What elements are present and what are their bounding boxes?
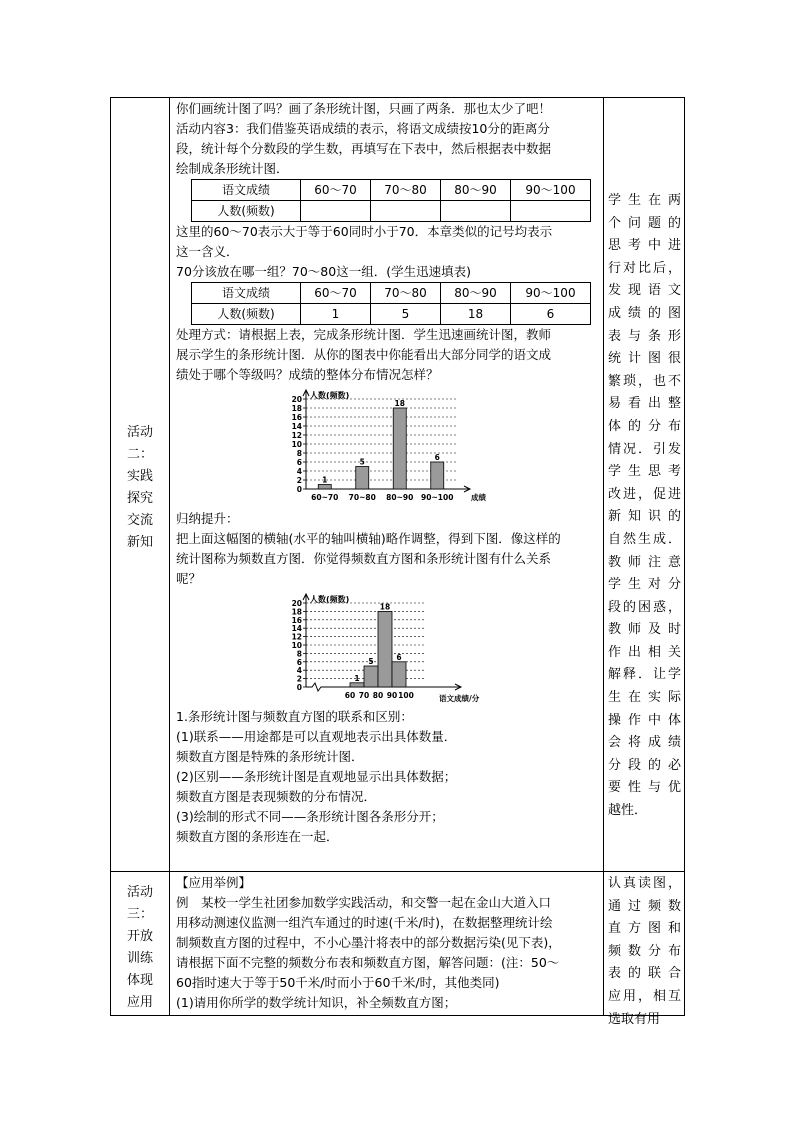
- bar: [350, 683, 364, 687]
- bar: [393, 408, 406, 489]
- data-label: 18: [379, 602, 391, 612]
- x-tick-label: 100: [398, 691, 414, 700]
- lesson-table: [110, 97, 685, 1027]
- x-tick-label: 90: [386, 691, 398, 700]
- text-line: 频数直方图是表现频数的分布情况．: [176, 789, 377, 804]
- y-tick-label: 20: [291, 599, 302, 608]
- y-tick-label: 4: [296, 666, 302, 676]
- text-line: 用移动测速仪监测一组汽车通过的时速(千米/时)，在数据整理统计绘: [176, 915, 553, 930]
- bar: [378, 611, 392, 687]
- activity3-notes: 认真读图， 通过频数 直方图和 频数分布 表的联合 应用，相互 选取有用: [608, 876, 681, 1027]
- data-label: 5: [359, 457, 365, 467]
- bar: [392, 662, 406, 687]
- bar-chart: [284, 389, 484, 507]
- y-tick-label: 12: [291, 431, 302, 440]
- text-line: (1)请用你所学的数学统计知识，补全频数直方图；: [176, 995, 457, 1010]
- y-tick-label: 8: [296, 449, 302, 458]
- y-tick-label: 10: [291, 641, 302, 650]
- activity2-notes: 学生在两 个问题的 思考中进 行对比后， 发现语文 成绩的图 表与条形 统计图很 繁琐，也不 易看出整 体的分布 情况．引发 学生思考 改进，促进 新知识的 自然生成． 教师注意 学生对分 段的困惑， 教师及时 作出相关 解释．让学 生在实际 操作中体 会将成绩 分段的必 要性与优 越性．: [608, 193, 681, 819]
- text-line: 绩处于哪个等级吗？成绩的整体分布情况怎样？: [176, 367, 439, 382]
- data-label: 1: [322, 475, 328, 485]
- y-tick-label: 14: [291, 422, 302, 431]
- y-tick-label: 4: [296, 467, 302, 476]
- x-tick-label: 80~90: [386, 493, 414, 502]
- text-line: 这一含义．: [176, 244, 239, 259]
- data-label: 5: [368, 657, 374, 666]
- text-line: 请根据下面不完整的频数分布表和频数直方图，解答问题：(注：50～: [176, 955, 560, 970]
- x-tick-label: 60: [344, 691, 356, 700]
- y-tick-label: 10: [291, 440, 302, 449]
- text-line: 段，统计每个分数段的学生数，再填写在下表中，然后根据表中数据: [176, 141, 552, 156]
- bar: [318, 485, 331, 490]
- score-table-empty: 语文成绩 60～70 70～80 80～90 90～100 人数(频数): [191, 179, 591, 222]
- y-tick-label: 2: [296, 674, 302, 684]
- x-tick-label: 70~80: [348, 493, 376, 502]
- text-line: 统计图称为频数直方图．你觉得频数直方图和条形统计图有什么关系: [176, 551, 552, 566]
- x-tick-label: 90~100: [421, 493, 454, 502]
- y-tick-label: 16: [291, 615, 302, 625]
- x-axis-label: 成绩: [471, 493, 486, 502]
- text-line: 这里的60～70表示大于等于60同时小于70．本章类似的记号均表示: [176, 224, 553, 239]
- activity3-content: [170, 873, 603, 1013]
- x-tick-label: 60~70: [311, 493, 339, 502]
- data-label: 1: [354, 673, 360, 683]
- text-line: 你们画统计图了吗？画了条形统计图，只画了两条．那也太少了吧！: [176, 101, 552, 116]
- text-line: 60指时速大于等于50千米/时而小于60千米/时，其他类同): [176, 975, 500, 990]
- activity2-content: [170, 99, 603, 847]
- text-line: (3)绘制的形式不同——条形统计图各条形分开；: [176, 809, 444, 824]
- text-line: 呢？: [176, 571, 202, 586]
- activity2-label: 活动 二： 实践 探究 交流 新知: [126, 425, 153, 550]
- y-tick-label: 18: [291, 404, 302, 413]
- text-line: 【应用举例】: [176, 875, 252, 890]
- y-tick-label: 20: [291, 395, 302, 404]
- text-line: 频数直方图是特殊的条形统计图．: [176, 749, 364, 764]
- y-tick-label: 0: [296, 683, 302, 692]
- y-tick-label: 14: [291, 624, 302, 634]
- text-line: 展示学生的条形统计图．从你的图表中你能看出大部分同学的语文成: [176, 347, 552, 362]
- bar: [364, 666, 378, 687]
- text-line: 归纳提升：: [176, 511, 239, 526]
- score-table-filled: 语文成绩 60～70 70～80 80～90 90～100 人数(频数) 1 5 18 6: [191, 282, 591, 325]
- text-line: 制频数直方图的过程中，不小心墨汁将表中的部分数据污染(见下表)，: [176, 935, 561, 950]
- data-label: 18: [394, 399, 405, 408]
- y-tick-label: 8: [296, 649, 302, 659]
- y-tick-label: 2: [296, 476, 302, 485]
- text-line: (2)区别——条形统计图是直观地显示出具体数据；: [176, 769, 457, 784]
- text-line: (1)联系——用途都是可以直观地表示出具体数量．: [176, 729, 457, 744]
- y-tick-label: 0: [296, 485, 302, 494]
- y-tick-label: 16: [291, 413, 302, 422]
- y-tick-label: 18: [291, 607, 302, 617]
- y-tick-label: 6: [296, 657, 302, 667]
- text-line: 1.条形统计图与频数直方图的联系和区别：: [176, 709, 413, 724]
- x-tick-label: 80: [372, 691, 384, 700]
- row-divider: [111, 871, 684, 872]
- activity3-label: 活动 三： 开放 训练 体现 应用: [126, 885, 153, 1010]
- y-axis-label: 人数(频数): [310, 595, 350, 604]
- data-label: 6: [396, 652, 402, 662]
- text-line: 把上面这幅图的横轴(水平的轴叫横轴)略作调整，得到下图．像这样的: [176, 531, 561, 546]
- text-line: 70分该放在哪一组？70～80这一组．(学生迅速填表): [176, 264, 471, 279]
- y-tick-label: 12: [291, 632, 302, 642]
- text-line: 频数直方图的条形连在一起．: [176, 829, 339, 844]
- bar: [431, 462, 444, 489]
- x-axis-label: 语文成绩/分: [439, 694, 480, 703]
- data-label: 6: [434, 453, 440, 462]
- bar: [356, 467, 369, 490]
- y-axis-label: 人数(频数): [310, 391, 350, 400]
- text-line: 活动内容3：我们借鉴英语成绩的表示，将语文成绩按10分的距离分: [176, 121, 550, 136]
- text-line: 绘制成条形统计图．: [176, 161, 289, 176]
- text-line: 例 某校一学生社团参加数学实践活动，和交警一起在金山大道入口: [176, 895, 552, 910]
- text-line: 处理方式：请根据上表，完成条形统计图．学生迅速画统计图，教师: [176, 327, 552, 342]
- histogram-chart: [284, 593, 484, 705]
- y-tick-label: 6: [296, 458, 302, 467]
- x-tick-label: 70: [358, 691, 370, 700]
